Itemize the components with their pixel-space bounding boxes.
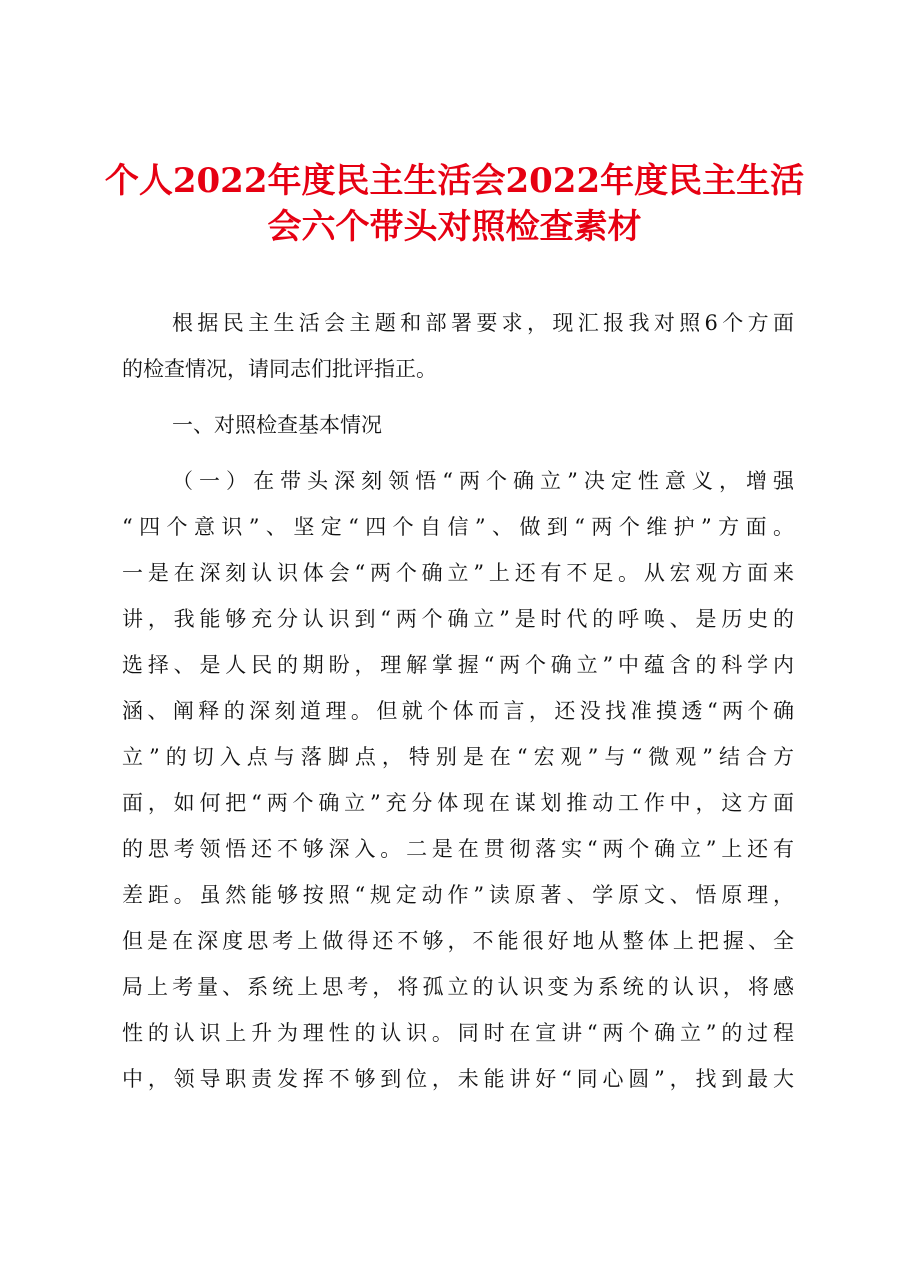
- text-line: 涵、阐释的深刻道理。但就个体而言，还没找准摸透“两个确: [122, 699, 794, 723]
- paragraph-gap: [122, 448, 794, 458]
- text-line: “四个意识”、坚定“四个自信”、做到“两个维护”方面。: [122, 515, 794, 539]
- text-line: 局上考量、系统上思考，将孤立的认识变为系统的认识，将感: [122, 975, 794, 999]
- text-line: 选择、是人民的期盼，理解掌握“两个确立”中蕴含的科学内: [122, 653, 794, 677]
- title-line-1: 个人2022年度民主生活会2022年度民主生活: [104, 161, 805, 201]
- text-line: 中，领导职责发挥不够到位，未能讲好“同心圆”，找到最大: [122, 1067, 794, 1091]
- text-line: 根据民主生活会主题和部署要求，现汇报我对照6个方面: [172, 311, 794, 335]
- text-line: 的思考领悟还不够深入。二是在贯彻落实“两个确立”上还有: [122, 837, 794, 861]
- text-line: 性的认识上升为理性的认识。同时在宣讲“两个确立”的过程: [122, 1021, 794, 1045]
- document-body: [122, 300, 794, 1102]
- text-line: （一）在带头深刻领悟“两个确立”决定性意义，增强: [172, 469, 794, 493]
- text-line: 差距。虽然能够按照“规定动作”读原著、学原文、悟原理，: [122, 883, 794, 907]
- text-line: 一、对照检查基本情况: [172, 413, 382, 437]
- title-line-2: 会六个带头对照检查素材: [267, 207, 642, 247]
- document-title: [100, 158, 809, 250]
- text-line: 面，如何把“两个确立”充分体现在谋划推动工作中，这方面: [122, 791, 794, 815]
- text-line: 但是在深度思考上做得还不够，不能很好地从整体上把握、全: [122, 929, 794, 953]
- paragraph-gap: [122, 392, 794, 402]
- text-line: 立”的切入点与落脚点，特别是在“宏观”与“微观”结合方: [122, 745, 794, 769]
- text-line: 讲，我能够充分认识到“两个确立”是时代的呼唤、是历史的: [122, 607, 794, 631]
- text-line: 的检查情况，请同志们批评指正。: [122, 357, 437, 381]
- text-line: 一是在深刻认识体会“两个确立”上还有不足。从宏观方面来: [122, 561, 794, 585]
